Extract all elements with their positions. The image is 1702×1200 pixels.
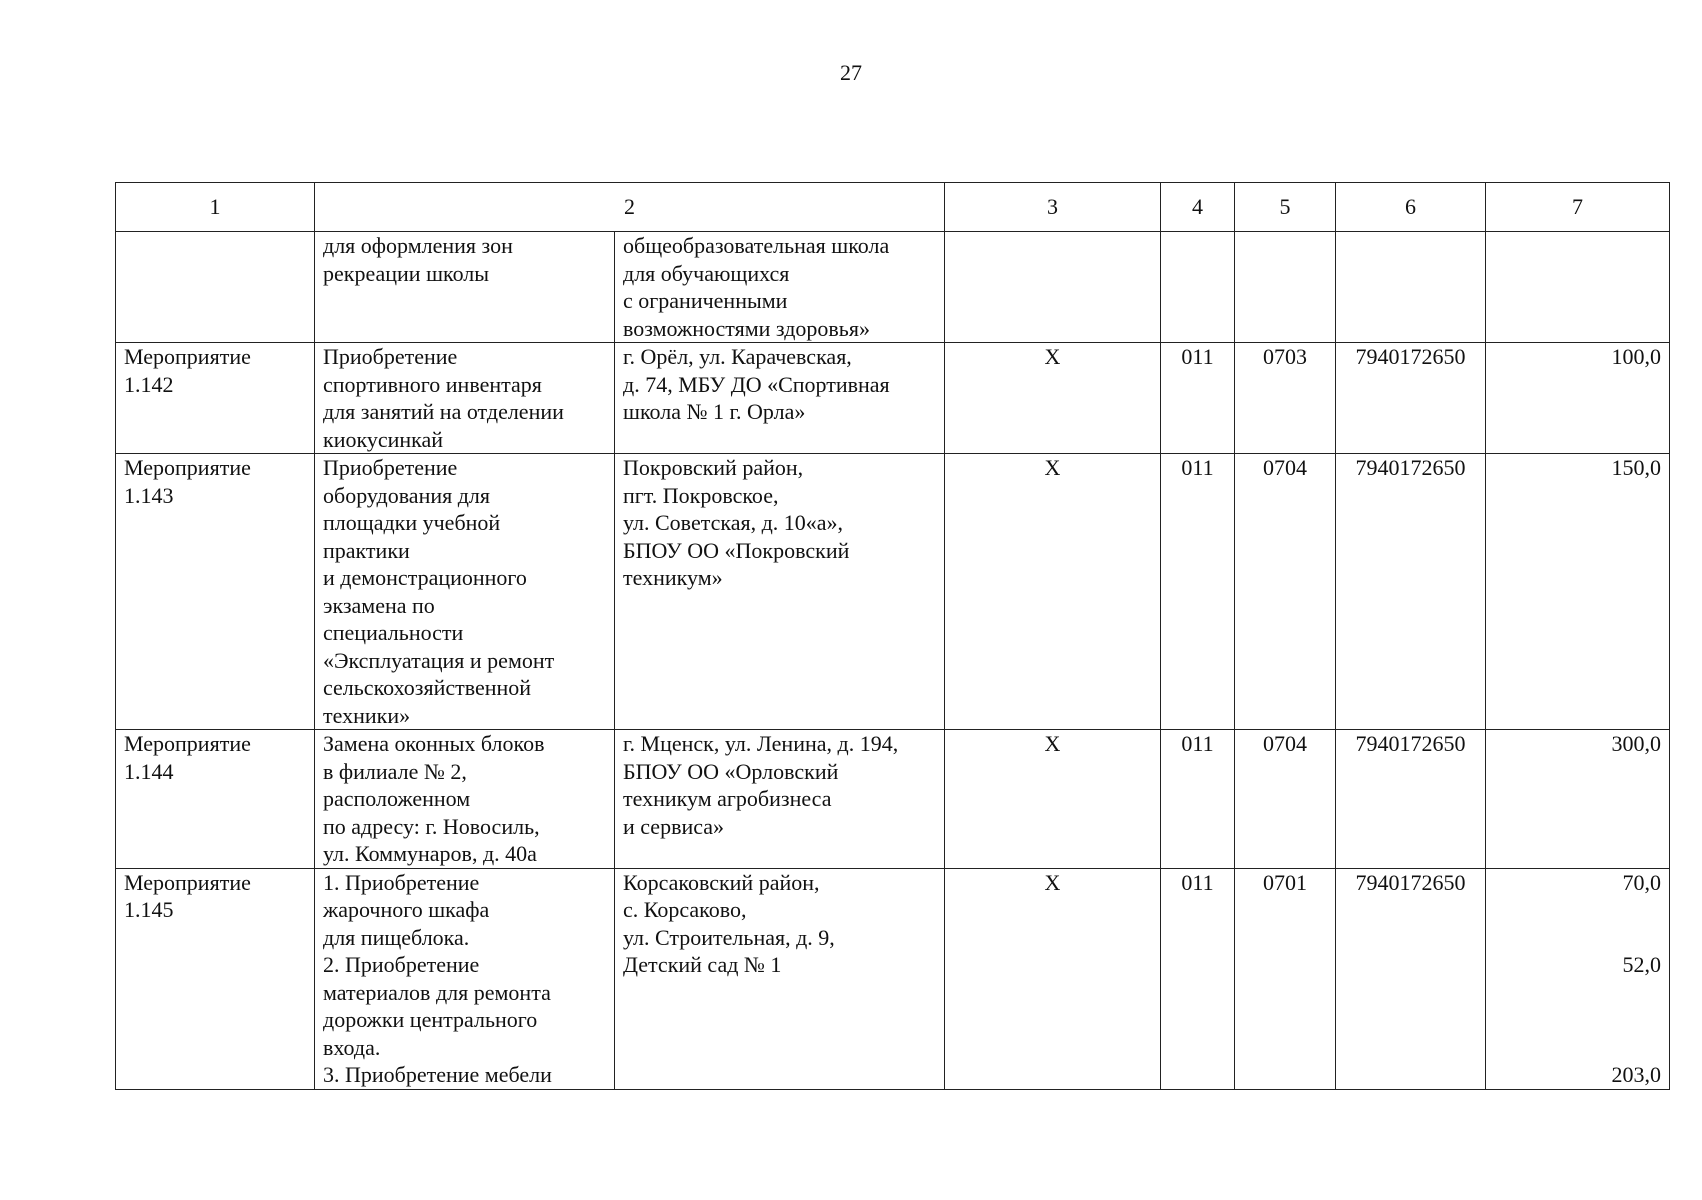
table-row [116, 868, 1670, 1089]
event-cell: Мероприятие 1.144 [116, 730, 315, 869]
location-cell: Покровский район, пгт. Покровское, ул. Советская, д. 10«а», БПОУ ОО «Покровский техникум» [615, 454, 945, 730]
col3-cell: X [945, 868, 1161, 1089]
col7-cell: 150,0 [1486, 454, 1670, 730]
col3-cell: X [945, 730, 1161, 869]
header-cell-4: 4 [1161, 183, 1235, 232]
col5-cell: 0703 [1235, 343, 1336, 454]
col4-cell: 011 [1161, 730, 1235, 869]
col4-cell: 011 [1161, 454, 1235, 730]
location-cell: г. Орёл, ул. Карачевская, д. 74, МБУ ДО «Спортивная школа № 1 г. Орла» [615, 343, 945, 454]
event-cell: Мероприятие 1.142 [116, 343, 315, 454]
col5-cell: 0701 [1235, 868, 1336, 1089]
col7-cell: 300,0 [1486, 730, 1670, 869]
table-row [116, 454, 1670, 730]
event-cell [116, 232, 315, 343]
table-header-row [116, 183, 1670, 232]
col5-cell: 0704 [1235, 730, 1336, 869]
table-row [116, 730, 1670, 869]
col6-cell: 7940172650 [1336, 454, 1486, 730]
col6-cell: 7940172650 [1336, 868, 1486, 1089]
col7-cell: 100,0 [1486, 343, 1670, 454]
header-cell-2: 2 [315, 183, 945, 232]
program-table [115, 182, 1670, 1090]
event-cell: Мероприятие 1.145 [116, 868, 315, 1089]
header-cell-1: 1 [116, 183, 315, 232]
col7-cell [1486, 232, 1670, 343]
col4-cell [1161, 232, 1235, 343]
col4-cell: 011 [1161, 343, 1235, 454]
location-cell: Корсаковский район, с. Корсаково, ул. Строительная, д. 9, Детский сад № 1 [615, 868, 945, 1089]
col3-cell: X [945, 454, 1161, 730]
col4-cell: 011 [1161, 868, 1235, 1089]
header-cell-6: 6 [1336, 183, 1486, 232]
col5-cell [1235, 232, 1336, 343]
col3-cell: X [945, 343, 1161, 454]
description-cell: Замена оконных блоков в филиале № 2, расположенном по адресу: г. Новосиль, ул. Коммунаров, д. 40а [315, 730, 615, 869]
event-cell: Мероприятие 1.143 [116, 454, 315, 730]
col6-cell: 7940172650 [1336, 730, 1486, 869]
header-cell-7: 7 [1486, 183, 1670, 232]
col7-cell: 70,0 52,0 203,0 [1486, 868, 1670, 1089]
page-number: 27 [840, 60, 862, 85]
description-cell: для оформления зон рекреации школы [315, 232, 615, 343]
description-cell: Приобретение оборудования для площадки учебной практики и демонстрационного экзамена по специальности «Эксплуатация и ремонт сельскохозяйственной техники» [315, 454, 615, 730]
header-cell-3: 3 [945, 183, 1161, 232]
description-cell: 1. Приобретение жарочного шкафа для пищеблока. 2. Приобретение материалов для ремонта дорожки центрального входа. 3. Приобретение мебели [315, 868, 615, 1089]
description-cell: Приобретение спортивного инвентаря для занятий на отделении киокусинкай [315, 343, 615, 454]
table-row [116, 232, 1670, 343]
header-cell-5: 5 [1235, 183, 1336, 232]
table-row [116, 343, 1670, 454]
location-cell: г. Мценск, ул. Ленина, д. 194, БПОУ ОО «Орловский техникум агробизнеса и сервиса» [615, 730, 945, 869]
location-cell: общеобразовательная школа для обучающихся с ограниченными возможностями здоровья» [615, 232, 945, 343]
col6-cell [1336, 232, 1486, 343]
col6-cell: 7940172650 [1336, 343, 1486, 454]
col5-cell: 0704 [1235, 454, 1336, 730]
col3-cell [945, 232, 1161, 343]
